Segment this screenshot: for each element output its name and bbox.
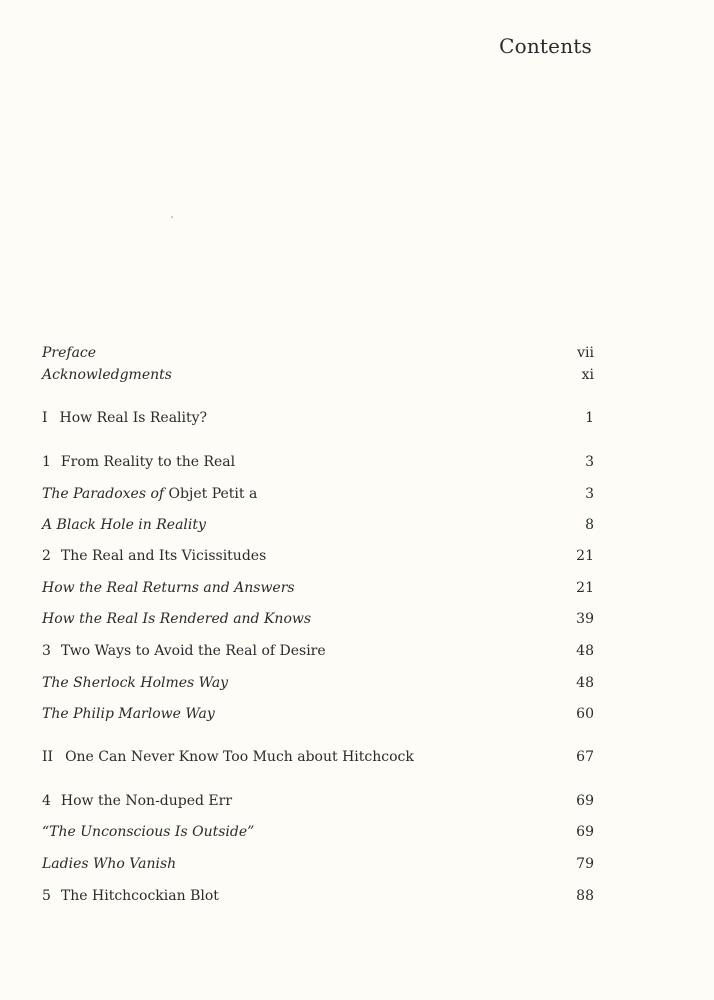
toc-entry-page: 21: [576, 580, 594, 596]
toc-section-ladies[interactable]: [42, 856, 594, 878]
toc-section-label: How the Real Returns and Answers: [42, 580, 295, 596]
toc-chapter-5[interactable]: [42, 888, 594, 910]
toc-section-real-returns[interactable]: [42, 580, 594, 602]
page-title: Contents: [499, 34, 592, 58]
toc-part-label: One Can Never Know Too Much about Hitchcock: [65, 749, 414, 765]
toc-entry-page: 48: [576, 675, 594, 691]
toc-chapter-label: The Real and Its Vicissitudes: [60, 548, 267, 564]
toc-entry-page: 1: [585, 410, 594, 426]
toc-entry-page: 3: [585, 454, 594, 470]
toc-entry-page: 69: [576, 793, 594, 809]
toc-section-marlowe[interactable]: [42, 706, 594, 728]
toc-chapter-4[interactable]: [42, 793, 594, 815]
toc-entry-page: 60: [576, 706, 594, 722]
toc-section-sherlock[interactable]: [42, 675, 594, 697]
toc-entry-page: vii: [577, 345, 594, 361]
toc-section-black-hole[interactable]: [42, 517, 594, 539]
toc-section-paradoxes[interactable]: [42, 486, 594, 508]
toc-entry-page: 8: [585, 517, 594, 533]
toc-chapter-number: 5: [42, 888, 51, 904]
toc-section-label-upright: Objet Petit a: [168, 486, 258, 502]
toc-chapter-number: 3: [42, 643, 51, 659]
toc-section-label: How the Real Is Rendered and Knows: [42, 611, 312, 627]
toc-entry-page: xi: [581, 367, 594, 383]
toc-entry-page: 39: [576, 611, 594, 627]
toc-chapter-label: From Reality to the Real: [60, 454, 236, 470]
toc-section-label: The Sherlock Holmes Way: [42, 675, 229, 691]
toc-section-label: A Black Hole in Reality: [42, 517, 206, 533]
toc-entry-page: 69: [576, 824, 594, 840]
toc-part-number: I: [42, 410, 48, 426]
toc-part-number: II: [42, 749, 54, 765]
toc-entry-preface[interactable]: [42, 345, 594, 367]
toc-section-unconscious[interactable]: [42, 824, 594, 846]
toc-entry-page: 88: [576, 888, 594, 904]
toc-section-label: The Philip Marlowe Way: [42, 706, 215, 722]
toc-part-1[interactable]: [42, 410, 594, 432]
toc-entry-page: 67: [576, 749, 594, 765]
toc-chapter-number: 2: [42, 548, 51, 564]
toc-chapter-label: Two Ways to Avoid the Real of Desire: [60, 643, 326, 659]
toc-entry-label: Acknowledgments: [42, 367, 172, 383]
toc-entry-page: 48: [576, 643, 594, 659]
toc-entry-label: Preface: [42, 345, 97, 361]
toc-chapter-label: How the Non-duped Err: [60, 793, 233, 809]
toc-part-label: How Real Is Reality?: [59, 410, 208, 426]
toc-part-2[interactable]: [42, 749, 594, 771]
toc-chapter-label: The Hitchcockian Blot: [60, 888, 219, 904]
toc-section-label-italic: The Paradoxes of: [42, 486, 165, 502]
toc-section-label: “The Unconscious Is Outside”: [42, 824, 255, 840]
toc-entry-acknowledgments[interactable]: [42, 367, 594, 389]
toc-section-real-rendered[interactable]: [42, 611, 594, 633]
toc-chapter-1[interactable]: [42, 454, 594, 476]
toc-chapter-2[interactable]: [42, 548, 594, 570]
toc-chapter-3[interactable]: [42, 643, 594, 665]
toc-chapter-number: 4: [42, 793, 51, 809]
toc-entry-page: 79: [576, 856, 594, 872]
toc-entry-page: 3: [585, 486, 594, 502]
toc-chapter-number: 1: [42, 454, 51, 470]
toc-entry-page: 21: [576, 548, 594, 564]
toc-section-label: Ladies Who Vanish: [42, 856, 177, 872]
paper-speck: [171, 216, 173, 218]
